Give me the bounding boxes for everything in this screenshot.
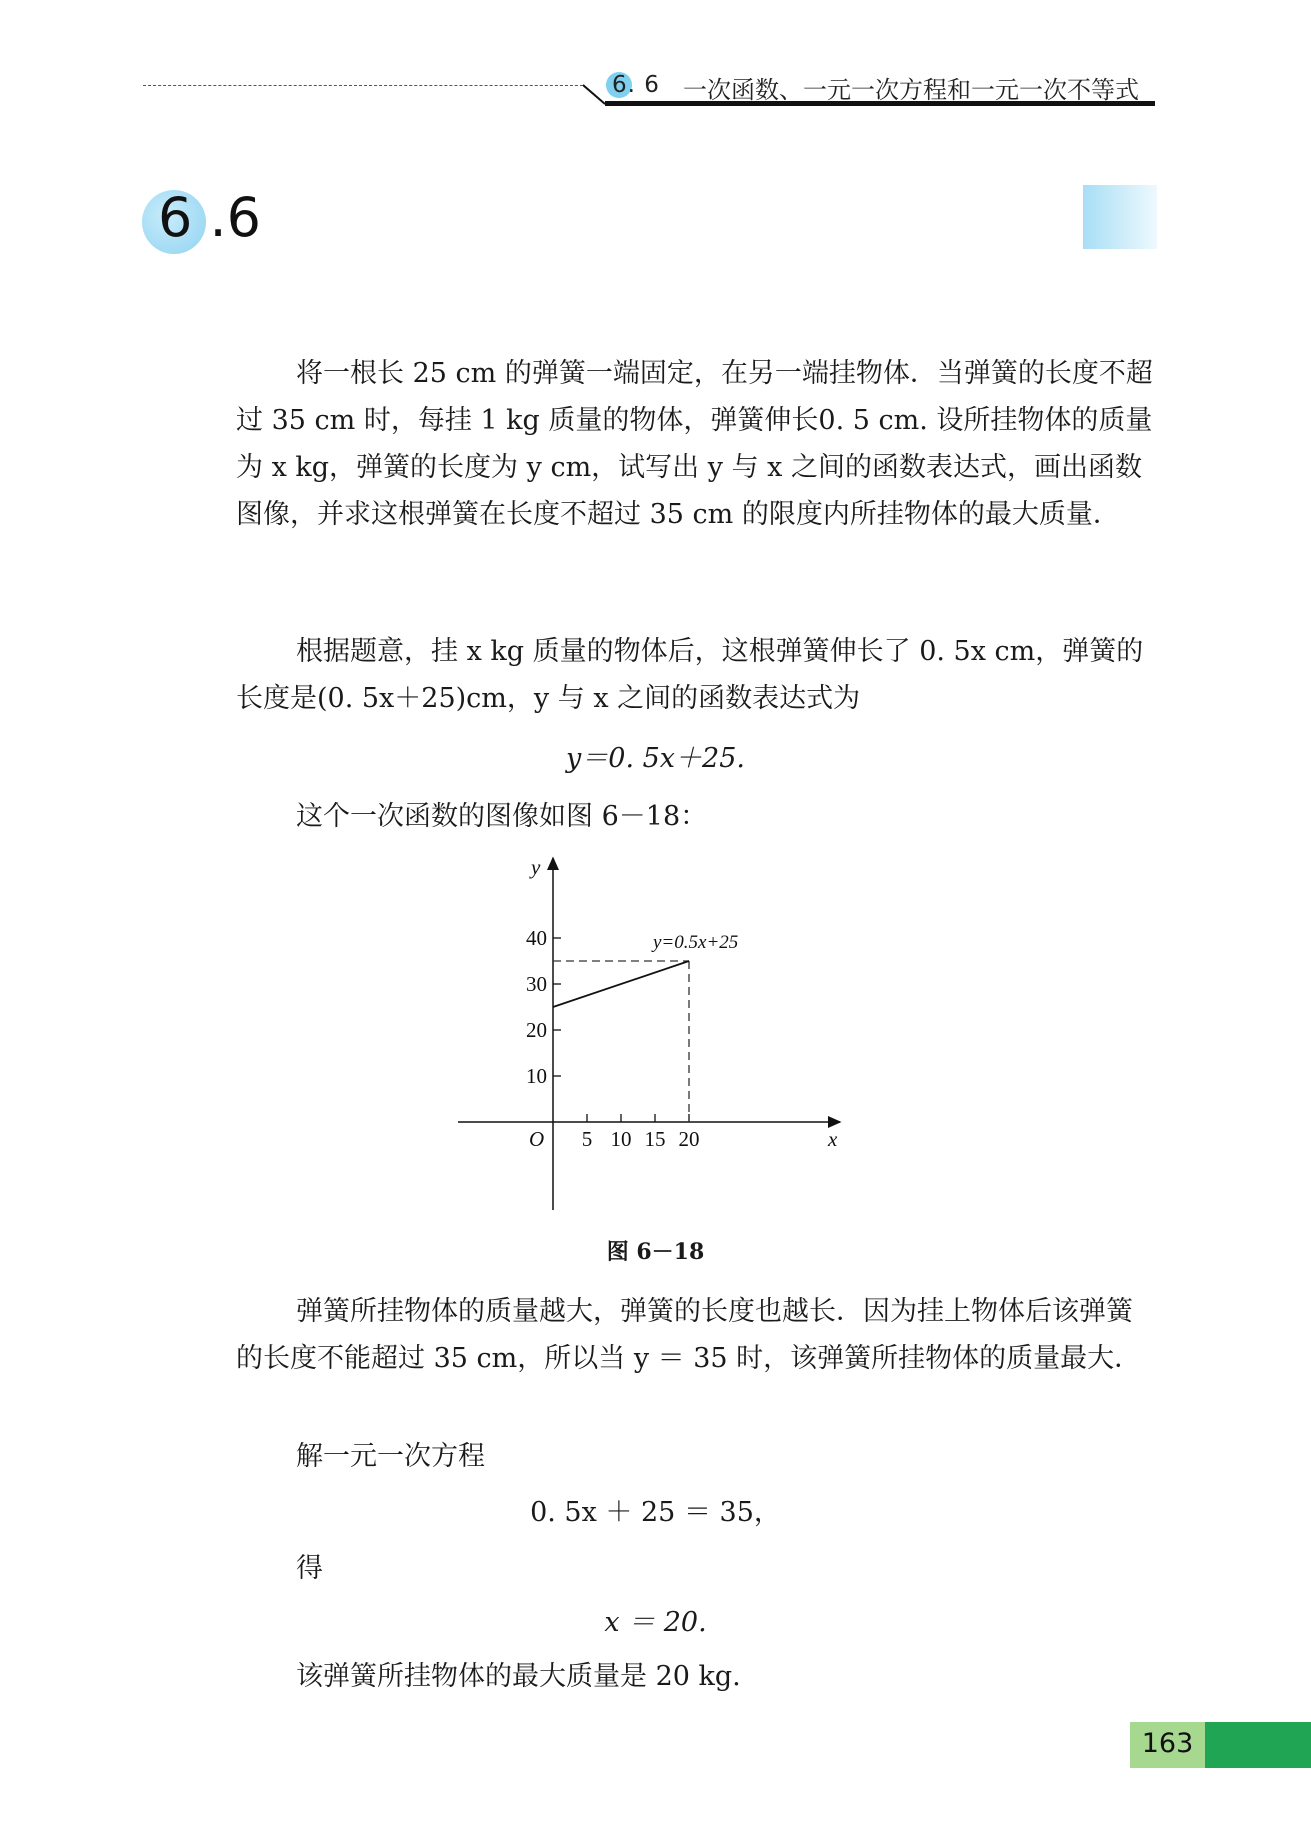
x-tick-label: 10 [610, 1127, 632, 1151]
conclusion-sentence: 该弹簧所挂物体的最大质量是 20 kg. [296, 1661, 741, 1692]
solution-paragraph-2: 弹簧所挂物体的质量越大，弹簧的长度也越长．因为挂上物体后该弹簧的长度不能超过 35 cm，所以当 y ＝ 35 时，该弹簧所挂物体的质量最大． [236, 1296, 1142, 1374]
x-tick-label: 5 [581, 1127, 593, 1151]
series-line [553, 961, 689, 1007]
y-tick-label: 10 [526, 1064, 547, 1088]
solve-equation-label: 解一元一次方程 [296, 1441, 485, 1472]
solution-paragraph-1: 根据题意，挂 x kg 质量的物体后，这根弹簧伸长了 0. 5x cm，弹簧的长度是(0. 5x＋25)cm，y 与 x 之间的函数表达式为 [236, 636, 1144, 714]
page-number: 163 [1141, 1728, 1194, 1759]
function-graph [440, 850, 860, 1220]
page-number-bar [1205, 1722, 1311, 1768]
y-tick-label: 30 [526, 972, 547, 996]
header-chapter-title: 一次函数、一元一次方程和一元一次不等式 [683, 76, 1139, 104]
y-tick-label: 40 [526, 926, 547, 950]
x-axis-label: x [828, 1127, 838, 1151]
x-tick-label: 15 [644, 1127, 666, 1151]
header-dashed-rule [143, 85, 583, 86]
problem-paragraph: 将一根长 25 cm 的弹簧一端固定，在另一端挂物体．当弹簧的长度不超过 35 cm 时，每挂 1 kg 质量的物体，弹簧伸长0. 5 cm. 设所挂物体的质量为 x kg，弹簧的长度为 y cm，试写出 y 与 x 之间的函数表达式，画出函数图像，并求这根弹簧在长度不超过 35 cm 的限度内所挂物体的最大质量． [236, 358, 1153, 530]
equation-function: y＝0. 5x＋25. [566, 743, 745, 774]
solution-figure-reference: 这个一次函数的图像如图 6－18： [296, 801, 708, 832]
equation-result: x ＝ 20. [604, 1607, 707, 1638]
section-decorative-block [1083, 185, 1157, 249]
result-label: 得 [296, 1553, 323, 1584]
line-annotation: y=0.5x+25 [653, 932, 739, 953]
origin-label: O [529, 1127, 545, 1151]
y-axis-label: y [531, 855, 541, 879]
section-number: 6 .6 [158, 186, 262, 249]
y-tick-label: 20 [526, 1018, 547, 1042]
figure-caption: 图 6－18 [606, 1239, 705, 1265]
header-section-number: 6. 6 [612, 72, 660, 98]
equation-solve: 0. 5x ＋ 25 ＝ 35， [530, 1497, 781, 1528]
x-tick-label: 20 [678, 1127, 700, 1151]
